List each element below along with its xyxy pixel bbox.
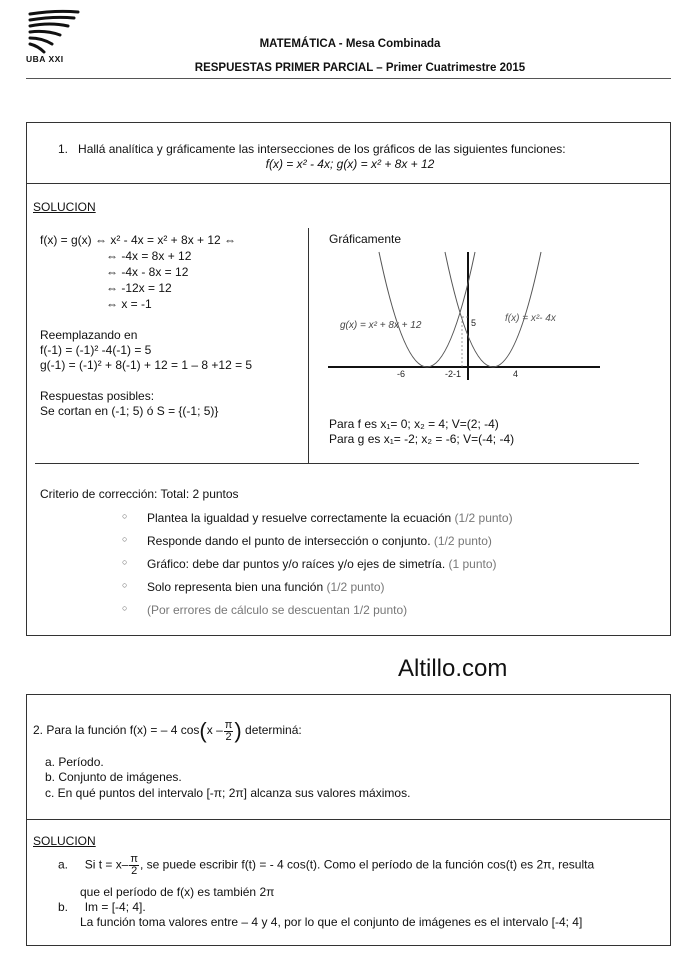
pi-over-two: $\frac{\pi}{2}$ xyxy=(130,853,138,877)
parabolas-graph xyxy=(325,250,605,380)
bullet-icon: ○ xyxy=(122,534,128,544)
question-2-item: a. Período. xyxy=(45,755,104,769)
y-tick-5: 5 xyxy=(471,318,477,328)
bullet-icon: ○ xyxy=(122,511,128,521)
replace-line: g(-1) = (-1)² + 8(-1) + 12 = 1 – 8 +12 = 5 xyxy=(40,358,253,372)
x-tick-minus2-minus1: -2-1 xyxy=(445,369,462,379)
answers-label: Respuestas posibles: xyxy=(40,389,155,403)
solution-b-cont: La función toma valores entre – 4 y 4, por lo que el conjunto de imágenes es el intervalo [-4; 4] xyxy=(80,915,583,929)
logo-text: UBA XXI xyxy=(26,54,64,64)
graph-title: Gráficamente xyxy=(329,232,402,246)
uba-xxi-logo-icon xyxy=(26,8,86,60)
solution-a: a. Si t = x– $\frac{\pi}{2}$ , se puede escribir f(t) = - 4 cos(t). Como el período de la función cos(t) es 2π, resulta xyxy=(58,853,595,877)
header-divider xyxy=(26,78,671,79)
question-2-item: c. En qué puntos del intervalo [-π; 2π] alcanza sus valores máximos. xyxy=(45,786,411,800)
solution-label: SOLUCION xyxy=(33,834,96,848)
solution-a-cont: que el período de f(x) es también 2π xyxy=(80,885,275,899)
divider xyxy=(26,183,671,184)
question-2-item: b. Conjunto de imágenes. xyxy=(45,770,182,784)
replace-label: Reemplazando en xyxy=(40,328,138,342)
roots-g: Para g es x₁= -2; x₂ = -6; V=(-4; -4) xyxy=(329,432,515,446)
answer-text: Se cortan en (-1; 5) ó S = {(-1; 5)} xyxy=(40,404,219,418)
criteria-item: ○ Responde dando el punto de intersección o conjunto. (1/2 punto) xyxy=(122,534,492,548)
analytic-line: ⇔ -4x - 8x = 12 xyxy=(106,265,189,279)
criteria-item: ○ Solo representa bien una función (1/2 punto) xyxy=(122,580,385,594)
divider xyxy=(26,819,671,820)
solution-label: SOLUCION xyxy=(33,200,96,214)
question-1-functions: f(x) = x² - 4x; g(x) = x² + 8x + 12 xyxy=(265,157,435,171)
g-label: g(x) = x² + 8x + 12 xyxy=(340,320,422,331)
page-title: MATEMÁTICA - Mesa Combinada xyxy=(259,38,441,50)
roots-f: Para f es x₁= 0; x₂ = 4; V=(2; -4) xyxy=(329,417,499,431)
analytic-line: ⇔ -12x = 12 xyxy=(106,281,172,295)
watermark-text: Altillo.com xyxy=(398,655,508,682)
analytic-line: ⇔ -4x = 8x + 12 xyxy=(106,249,192,263)
f-label: f(x) = x²- 4x xyxy=(505,313,556,324)
column-divider xyxy=(308,228,309,463)
criteria-heading: Criterio de corrección: Total: 2 puntos xyxy=(40,487,239,501)
pi-over-two: $\frac{\pi}{2}$ xyxy=(224,718,233,743)
criteria-item: ○ Plantea la igualdad y resuelve correctamente la ecuación (1/2 punto) xyxy=(122,511,513,525)
page-subtitle: RESPUESTAS PRIMER PARCIAL – Primer Cuatrimestre 2015 xyxy=(194,62,526,74)
x-tick-minus6: -6 xyxy=(397,369,406,379)
question-1-statement: 1. Hallá analítica y gráficamente las intersecciones de los gráficos de las siguientes funciones: xyxy=(58,142,566,156)
criteria-item: ○ (Por errores de cálculo se descuentan 1/2 punto) xyxy=(122,603,408,617)
question-2-statement: 2. Para la función f(x) = – 4 cos(x – $\frac{\pi}{2}$ ) determiná: xyxy=(33,718,302,743)
x-tick-4: 4 xyxy=(513,369,519,379)
criteria-item: ○ Gráfico: debe dar puntos y/o raíces y/o ejes de simetría. (1 punto) xyxy=(122,557,497,571)
bullet-icon: ○ xyxy=(122,603,128,613)
solution-b: b. Im = [-4; 4]. xyxy=(58,900,146,914)
replace-line: f(-1) = (-1)² -4(-1) = 5 xyxy=(40,343,152,357)
bullet-icon: ○ xyxy=(122,580,128,590)
g-parabola xyxy=(379,252,475,367)
analytic-line: ⇔ x = -1 xyxy=(106,297,152,311)
divider xyxy=(35,463,639,464)
bullet-icon: ○ xyxy=(122,557,128,567)
analytic-line: f(x) = g(x) ⇔ x² - 4x = x² + 8x + 12 ⇔ xyxy=(40,233,237,247)
f-parabola xyxy=(445,252,541,367)
